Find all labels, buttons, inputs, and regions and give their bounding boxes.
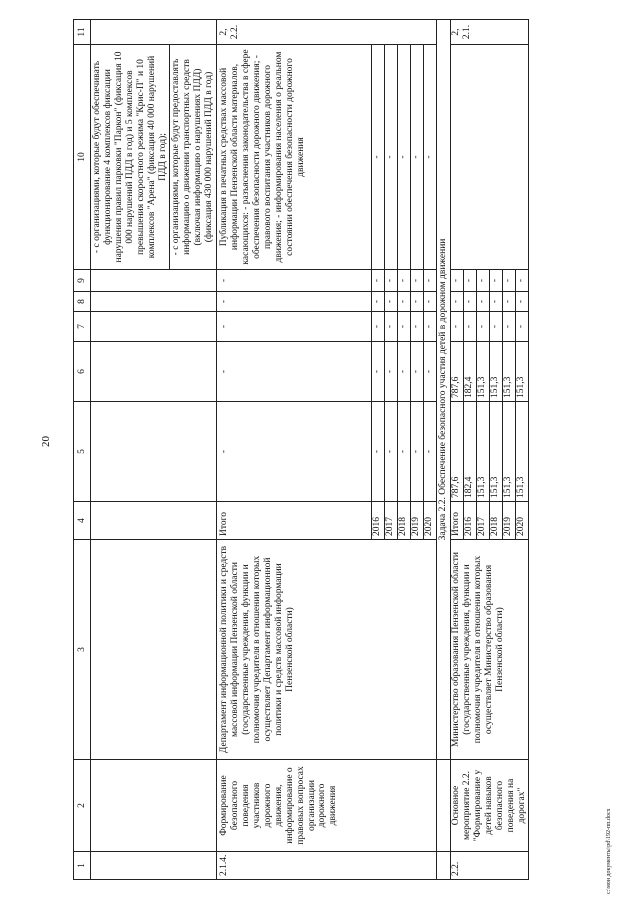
cell-value: - [490,270,503,292]
table-row [217,20,372,880]
cell-value: - [398,312,411,342]
col-header: 2 [74,760,91,852]
indicator-text: Публикация в печатных средствах массовой информации Пензенской области материалов, касающихся: - разъяснения законодательства в сфере обеспечения безопасности дорожного движения; - правового воспитания участников дорожного движения; - информирования населения о реальном состоянии обеспечения безопасности дорожного движения [217,45,372,270]
cell-value: 151,3 [516,342,529,402]
year-cell: 2016 [464,502,477,540]
task-title: Задача 2.2. Обеспечение безопасного участия детей в дорожном движении [437,20,451,760]
cell-value: 787,6 [451,402,464,502]
cell-value: - [411,342,424,402]
col-header: 3 [74,540,91,760]
cell-value: - [398,402,411,502]
cell-value: - [424,342,437,402]
year-cell: 2019 [503,502,516,540]
cell-value: - [385,45,398,270]
cell-value: - [217,312,372,342]
col-header: 11 [74,20,91,45]
cell-value: 151,3 [477,342,490,402]
year-cell: Итого [217,502,372,540]
header-row [74,20,91,880]
cell-value: - [464,270,477,292]
cell-value: 151,3 [490,402,503,502]
cell-value: - [503,312,516,342]
indicator-continuation [91,45,217,270]
row-number: 2.2. [451,852,529,880]
cell-value: - [451,270,464,292]
cell-value: - [385,402,398,502]
cell-value: - [516,292,529,312]
row-number: 2.1.4. [217,852,437,880]
cell-value: - [490,312,503,342]
program-table [73,19,529,880]
col-header: 1 [74,852,91,880]
cell-value: 151,3 [477,402,490,502]
cell-value: - [217,342,372,402]
cell-value: - [385,270,398,292]
cell-value: - [516,312,529,342]
cell-value: - [411,292,424,312]
page-number: 20 [40,436,52,447]
cell-value: - [398,45,411,270]
cell-value: - [411,45,424,270]
cell-value: - [477,312,490,342]
indicator-part-b: - с организациями, которые будут предоставлять информацию о движении транспортных средств (включая информацию о нарушениях ПДД) (фиксация 430 000 нарушений ПДД в год) [171,58,215,256]
year-cell: 2020 [516,502,529,540]
cell-value: 151,3 [503,342,516,402]
cell-value: - [411,402,424,502]
cell-value: 151,3 [490,342,503,402]
measure-name: Формирование безопасного поведения участников дорожного движения, информирование о правовых вопросах организации дорожного движения [217,760,437,852]
cell-value: - [411,270,424,292]
link-cell: 2, 2.2. [217,20,437,45]
table-row [451,20,464,880]
cell-value: 151,3 [516,402,529,502]
col-header: 4 [74,502,91,540]
year-cell: 2018 [398,502,411,540]
measure-name: Основное мероприятие 2.2. "Формирование у детей навыков безопасного поведения на дорогах" [451,760,529,852]
cell-value: - [411,312,424,342]
cell-value: - [372,312,385,342]
cell-value: - [477,292,490,312]
link-cell: 2, 2.1. [451,20,529,45]
cell-value: - [503,270,516,292]
cell-value: - [217,402,372,502]
cell-value: - [385,292,398,312]
col-header: 9 [74,270,91,292]
cell-value: - [398,292,411,312]
cell-value: - [385,312,398,342]
cell-value: - [385,342,398,402]
task-row [437,20,451,880]
footer-path: c:\мои документы\pd\192-пп.docx [606,808,612,894]
year-cell: 2017 [477,502,490,540]
executor-name: Министерство образования Пензенской области (государственные учреждения, функции и полномочия учредителя в отношении которых осуществляет Министерство образования Пензенской области) [451,540,529,760]
cell-value: - [217,292,372,312]
indicator-part-a: - с организациями, которые будут обеспечивать функционирование 4 комплексов фиксации нарушения правил парковки "Паркон" (фиксация 10 000 нарушений ПДД в год) и 5 комплексов превышения скоростного режима "Крис-П" и 10 комплексов "Арена" (фиксация 40 000 нарушений ПДД в год); [91,45,170,269]
cell-value: - [424,312,437,342]
cell-value: 151,3 [503,402,516,502]
program-table-landscape [73,20,633,880]
cell-value: - [372,292,385,312]
executor-name: Департамент информационной политики и средств массовой информации Пензенской области (государственные учреждения, функции и полномочия учредителя в отношении которых осуществляет Департамент информационной политики и средств массовой информации Пензенской области) [217,540,437,760]
cell-value: - [490,292,503,312]
cell-value: - [477,270,490,292]
cell-value: - [451,292,464,312]
col-header: 10 [74,45,91,270]
year-cell: 2017 [385,502,398,540]
year-cell: 2018 [490,502,503,540]
cell-value: - [217,270,372,292]
col-header: 6 [74,342,91,402]
cell-value: - [424,270,437,292]
cell-value: - [451,312,464,342]
cell-value: - [516,270,529,292]
col-header: 8 [74,292,91,312]
cell-value: - [424,292,437,312]
cell-value: 182,4 [464,342,477,402]
cell-value: - [424,402,437,502]
cell-value: - [372,402,385,502]
cell-value: - [464,292,477,312]
cell-value: - [398,270,411,292]
year-cell: 2019 [411,502,424,540]
cell-value: 182,4 [464,402,477,502]
year-cell: Итого [451,502,464,540]
year-cell: 2016 [372,502,385,540]
cell-value: - [503,292,516,312]
cell-value: - [372,45,385,270]
year-cell: 2020 [424,502,437,540]
continuation-row [91,20,217,880]
col-header: 7 [74,312,91,342]
cell-value: 787,6 [451,342,464,402]
col-header: 5 [74,402,91,502]
cell-value: - [398,342,411,402]
cell-value: - [372,342,385,402]
cell-value: - [372,270,385,292]
cell-value: - [424,45,437,270]
cell-value: - [464,312,477,342]
